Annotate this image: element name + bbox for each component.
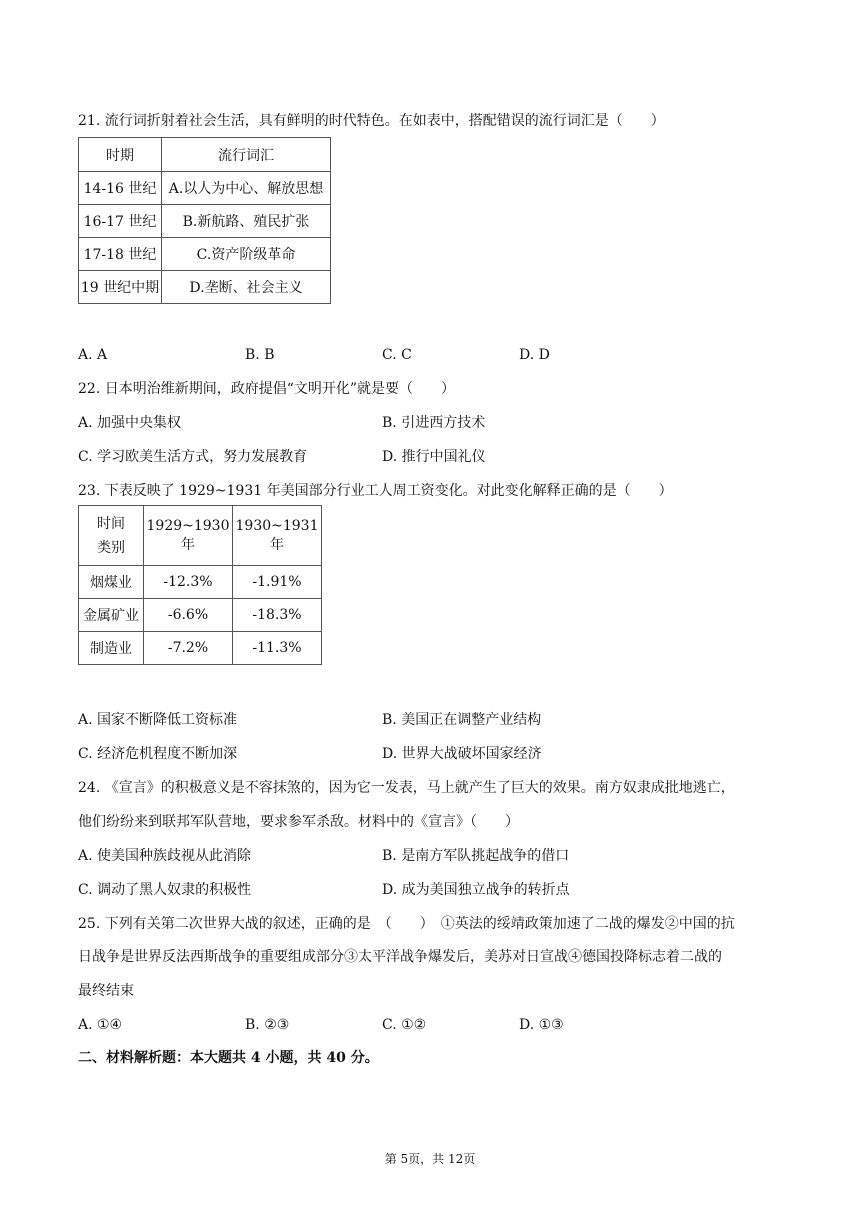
q22-option-b[interactable]: B. 引进西方技术: [382, 415, 486, 431]
q25-stem-line3: 最终结束: [78, 983, 134, 999]
q21-option-d[interactable]: D. D: [519, 347, 550, 363]
page-footer: 第 5页，共 12页: [384, 1152, 476, 1166]
table-cell: C.资产阶级革命: [162, 238, 331, 271]
q22-option-a[interactable]: A. 加强中央集权: [78, 415, 182, 431]
table-cell: -12.3%: [144, 566, 233, 599]
corner-bottom-label: 类别: [97, 539, 125, 556]
q25-option-c[interactable]: C. ①②: [382, 1017, 427, 1033]
table-cell: -7.2%: [144, 632, 233, 665]
q21-option-c[interactable]: C. C: [382, 347, 412, 363]
table-header: 流行词汇: [162, 138, 331, 172]
table-header: 1929~1930 年: [144, 506, 233, 566]
q21-stem: 21. 流行词折射着社会生活，具有鲜明的时代特色。在如表中，搭配错误的流行词汇是（ ）: [78, 113, 665, 129]
table-cell: -18.3%: [233, 599, 322, 632]
table-cell: -6.6%: [144, 599, 233, 632]
table-cell: 17-18 世纪: [79, 238, 162, 271]
table-cell: A.以人为中心、解放思想: [162, 172, 331, 205]
q21-option-a[interactable]: A. A: [78, 347, 108, 363]
q22-stem: 22. 日本明治维新期间，政府提倡“文明开化”就是要（ ）: [78, 381, 456, 397]
table-cell: D.垄断、社会主义: [162, 271, 331, 304]
q23-stem: 23. 下表反映了 1929~1931 年美国部分行业工人周工资变化。对此变化解释正确的是（ ）: [78, 483, 673, 499]
table-cell: 烟煤业: [79, 566, 144, 599]
q23-option-c[interactable]: C. 经济危机程度不断加深: [78, 746, 238, 762]
q21-option-b[interactable]: B. B: [245, 347, 275, 363]
q24-option-a[interactable]: A. 使美国种族歧视从此消除: [78, 848, 252, 864]
q24-stem-line2: 他们纷纷来到联邦军队营地，要求参军杀敌。材料中的《宣言》（ ）: [78, 814, 519, 830]
table-cell: -11.3%: [233, 632, 322, 665]
table-cell: 14-16 世纪: [79, 172, 162, 205]
q24-option-c[interactable]: C. 调动了黑人奴隶的积极性: [78, 882, 252, 898]
q22-option-d[interactable]: D. 推行中国礼仪: [382, 449, 486, 465]
table-cell: 19 世纪中期: [79, 271, 162, 304]
table-cell: 制造业: [79, 632, 144, 665]
q24-option-d[interactable]: D. 成为美国独立战争的转折点: [382, 882, 570, 898]
q25-option-b[interactable]: B. ②③: [245, 1017, 290, 1033]
table-cell: 金属矿业: [79, 599, 144, 632]
q22-option-c[interactable]: C. 学习欧美生活方式，努力发展教育: [78, 449, 308, 465]
q23-table: [78, 505, 322, 665]
section-heading: 二、材料解析题：本大题共 4 小题，共 40 分。: [78, 1050, 379, 1066]
q23-option-d[interactable]: D. 世界大战破坏国家经济: [382, 746, 542, 762]
q25-stem-line2: 日战争是世界反法西斯战争的重要组成部分③太平洋战争爆发后，美苏对日宣战④德国投降标志着二战的: [78, 949, 722, 965]
table-header: 1930~1931 年: [233, 506, 322, 566]
q25-option-a[interactable]: A. ①④: [78, 1017, 123, 1033]
table-cell: B.新航路、殖民扩张: [162, 205, 331, 238]
q21-table: [78, 137, 331, 304]
table-header: 时期: [79, 138, 162, 172]
table-cell: 16-17 世纪: [79, 205, 162, 238]
q25-stem-line1: 25. 下列有关第二次世界大战的叙述，正确的是 （ ） ①英法的绥靖政策加速了二战的爆发②中国的抗: [78, 916, 735, 932]
q23-option-a[interactable]: A. 国家不断降低工资标准: [78, 712, 238, 728]
q24-option-b[interactable]: B. 是南方军队挑起战争的借口: [382, 848, 570, 864]
q24-stem-line1: 24. 《宣言》的积极意义是不容抹煞的，因为它一发表，马上就产生了巨大的效果。南方奴隶成批地逃亡，: [78, 780, 735, 796]
corner-top-label: 时间: [97, 515, 125, 532]
q25-option-d[interactable]: D. ①③: [519, 1017, 564, 1033]
table-corner-header: [79, 506, 144, 566]
table-cell: -1.91%: [233, 566, 322, 599]
q23-option-b[interactable]: B. 美国正在调整产业结构: [382, 712, 542, 728]
